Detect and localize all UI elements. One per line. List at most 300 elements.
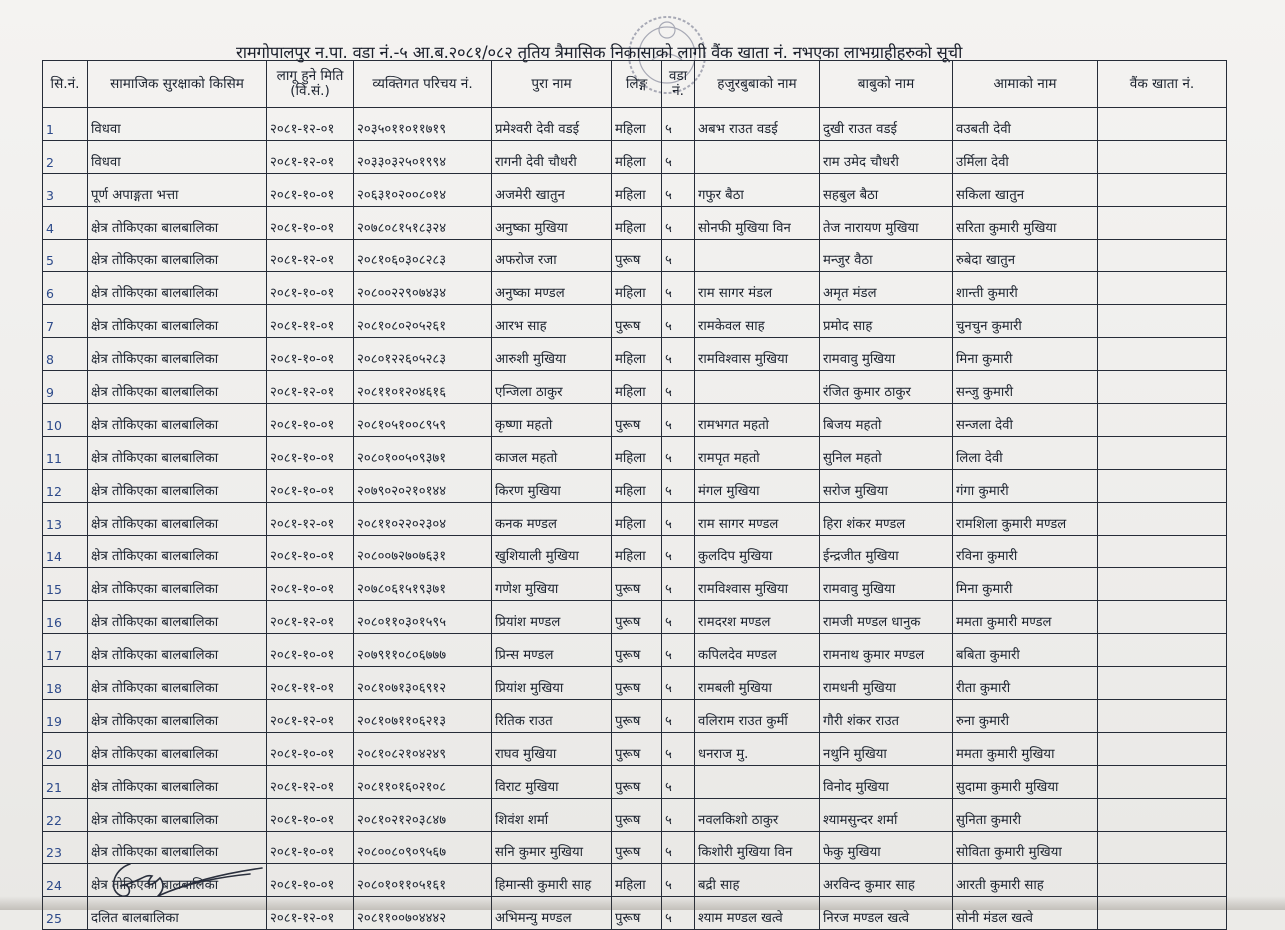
cell-father-name: श्यामसुन्दर शर्मा — [820, 798, 953, 831]
cell-father-name: अमृत मंडल — [820, 272, 953, 305]
cell-ward-no: ५ — [662, 634, 695, 667]
cell-grandfather-name: मंगल मुखिया — [695, 469, 820, 502]
cell-personal-id: २०८१०५१००८९५९ — [354, 404, 492, 437]
cell-serial: 23 — [43, 831, 88, 864]
table-row — [43, 108, 1227, 141]
cell-serial: 24 — [43, 864, 88, 897]
cell-bank-account — [1098, 634, 1227, 667]
cell-gender: महिला — [612, 535, 662, 568]
cell-father-name: सरोज मुखिया — [820, 469, 953, 502]
cell-grandfather-name — [695, 239, 820, 272]
col-ward-no: वडा नं. — [662, 61, 695, 108]
cell-father-name: राम उमेद चौधरी — [820, 140, 953, 173]
cell-full-name: अनुष्का मुखिया — [492, 206, 612, 239]
cell-ward-no: ५ — [662, 667, 695, 700]
col-grandfather-name: हजुरबुबाको नाम — [695, 61, 820, 108]
cell-bank-account — [1098, 140, 1227, 173]
cell-grandfather-name: धनराज मु. — [695, 732, 820, 765]
cell-ward-no: ५ — [662, 108, 695, 141]
cell-grandfather-name — [695, 140, 820, 173]
cell-full-name: रितिक राउत — [492, 700, 612, 733]
cell-gender: महिला — [612, 206, 662, 239]
cell-gender: पुरूष — [612, 667, 662, 700]
cell-full-name: गणेश मुखिया — [492, 568, 612, 601]
cell-effective-date: २०८१-१२-०१ — [267, 239, 354, 272]
cell-bank-account — [1098, 239, 1227, 272]
cell-ward-no: ५ — [662, 798, 695, 831]
cell-personal-id: २०३३०३२५०१९९४ — [354, 140, 492, 173]
cell-effective-date: २०८१-१०-०१ — [267, 173, 354, 206]
cell-father-name: सहबुल बैठा — [820, 173, 953, 206]
cell-personal-id: २०८११०१२०४६१६ — [354, 371, 492, 404]
cell-effective-date: २०८१-१०-०१ — [267, 436, 354, 469]
cell-effective-date: २०८१-१०-०१ — [267, 206, 354, 239]
cell-effective-date: २०८१-१२-०१ — [267, 502, 354, 535]
cell-personal-id: २०८१०८२१०४२४९ — [354, 732, 492, 765]
cell-father-name: ईन्द्रजीत मुखिया — [820, 535, 953, 568]
cell-bank-account — [1098, 535, 1227, 568]
cell-security-type: क्षेत्र तोकिएका बालबालिका — [88, 765, 267, 798]
cell-full-name: आरुशी मुखिया — [492, 338, 612, 371]
cell-mother-name: वउबती देवी — [953, 108, 1098, 141]
cell-ward-no: ५ — [662, 338, 695, 371]
cell-personal-id: २०७८०८१५१८३२४ — [354, 206, 492, 239]
cell-serial: 5 — [43, 239, 88, 272]
cell-bank-account — [1098, 108, 1227, 141]
cell-effective-date: २०८१-१०-०१ — [267, 798, 354, 831]
cell-full-name: प्रियांश मण्डल — [492, 601, 612, 634]
cell-gender: पुरूष — [612, 305, 662, 338]
cell-security-type: क्षेत्र तोकिएका बालबालिका — [88, 436, 267, 469]
cell-full-name: प्रियांश मुखिया — [492, 667, 612, 700]
cell-ward-no: ५ — [662, 864, 695, 897]
cell-mother-name: शान्ती कुमारी — [953, 272, 1098, 305]
cell-security-type: क्षेत्र तोकिएका बालबालिका — [88, 371, 267, 404]
cell-grandfather-name: वलिराम राउत कुर्मी — [695, 700, 820, 733]
cell-grandfather-name — [695, 765, 820, 798]
cell-father-name: बिजय महतो — [820, 404, 953, 437]
cell-personal-id: २०८०१०११०५१६१ — [354, 864, 492, 897]
cell-ward-no: ५ — [662, 732, 695, 765]
col-mother-name: आमाको नाम — [953, 61, 1098, 108]
cell-personal-id: २०३५०११०११७१९ — [354, 108, 492, 141]
cell-grandfather-name: नवलकिशो ठाकुर — [695, 798, 820, 831]
cell-ward-no: ५ — [662, 140, 695, 173]
cell-mother-name: बबिता कुमारी — [953, 634, 1098, 667]
cell-full-name: कृष्णा महतो — [492, 404, 612, 437]
cell-grandfather-name: श्याम मण्डल खत्वे — [695, 897, 820, 930]
cell-father-name: नथुनि मुखिया — [820, 732, 953, 765]
cell-gender: पुरूष — [612, 700, 662, 733]
cell-grandfather-name: रामविश्वास मुखिया — [695, 568, 820, 601]
cell-personal-id: २०८१०७१३०६९१२ — [354, 667, 492, 700]
cell-father-name: विनोद मुखिया — [820, 765, 953, 798]
cell-effective-date: २०८१-१०-०१ — [267, 469, 354, 502]
col-father-name: बाबुको नाम — [820, 61, 953, 108]
cell-serial: 6 — [43, 272, 88, 305]
cell-bank-account — [1098, 272, 1227, 305]
table-row — [43, 239, 1227, 272]
cell-serial: 1 — [43, 108, 88, 141]
cell-gender: महिला — [612, 108, 662, 141]
cell-security-type: क्षेत्र तोकिएका बालबालिका — [88, 535, 267, 568]
cell-serial: 17 — [43, 634, 88, 667]
cell-mother-name: ममता कुमारी मुखिया — [953, 732, 1098, 765]
cell-personal-id: २०८१०२१२०३८४७ — [354, 798, 492, 831]
cell-bank-account — [1098, 732, 1227, 765]
cell-gender: पुरूष — [612, 897, 662, 930]
table-row — [43, 765, 1227, 798]
cell-personal-id: २०७९०२०२१०१४४ — [354, 469, 492, 502]
cell-gender: पुरूष — [612, 831, 662, 864]
cell-father-name: निरज मण्डल खत्वे — [820, 897, 953, 930]
cell-gender: महिला — [612, 173, 662, 206]
cell-ward-no: ५ — [662, 897, 695, 930]
cell-bank-account — [1098, 568, 1227, 601]
cell-mother-name: रुबेदा खातुन — [953, 239, 1098, 272]
cell-serial: 13 — [43, 502, 88, 535]
table-row — [43, 502, 1227, 535]
cell-serial: 19 — [43, 700, 88, 733]
cell-full-name: रागनी देवी चौधरी — [492, 140, 612, 173]
cell-effective-date: २०८१-१२-०१ — [267, 108, 354, 141]
table-row — [43, 732, 1227, 765]
cell-father-name: प्रमोद साह — [820, 305, 953, 338]
cell-gender: महिला — [612, 864, 662, 897]
table-row — [43, 601, 1227, 634]
cell-effective-date: २०८१-१०-०१ — [267, 272, 354, 305]
cell-security-type: क्षेत्र तोकिएका बालबालिका — [88, 601, 267, 634]
cell-ward-no: ५ — [662, 371, 695, 404]
table-row — [43, 700, 1227, 733]
cell-bank-account — [1098, 502, 1227, 535]
cell-serial: 4 — [43, 206, 88, 239]
cell-security-type: दलित बालबालिका — [88, 897, 267, 930]
cell-personal-id: २०८००७२७०७६३१ — [354, 535, 492, 568]
cell-mother-name: रविना कुमारी — [953, 535, 1098, 568]
cell-security-type: क्षेत्र तोकिएका बालबालिका — [88, 798, 267, 831]
cell-bank-account — [1098, 206, 1227, 239]
cell-full-name: एन्जिला ठाकुर — [492, 371, 612, 404]
cell-security-type: क्षेत्र तोकिएका बालबालिका — [88, 700, 267, 733]
cell-father-name: मन्जुर वैठा — [820, 239, 953, 272]
cell-serial: 7 — [43, 305, 88, 338]
cell-mother-name: रुना कुमारी — [953, 700, 1098, 733]
cell-effective-date: २०८१-१०-०१ — [267, 634, 354, 667]
cell-personal-id: २०८११०२२०२३०४ — [354, 502, 492, 535]
cell-personal-id: २०८००२२९०७४३४ — [354, 272, 492, 305]
cell-ward-no: ५ — [662, 206, 695, 239]
cell-effective-date: २०८१-१०-०१ — [267, 535, 354, 568]
table-row — [43, 338, 1227, 371]
cell-serial: 14 — [43, 535, 88, 568]
cell-effective-date: २०८१-१२-०१ — [267, 897, 354, 930]
cell-serial: 20 — [43, 732, 88, 765]
cell-security-type: क्षेत्र तोकिएका बालबालिका — [88, 272, 267, 305]
cell-full-name: आरभ साह — [492, 305, 612, 338]
cell-father-name: रंजित कुमार ठाकुर — [820, 371, 953, 404]
cell-effective-date: २०८१-१०-०१ — [267, 864, 354, 897]
cell-ward-no: ५ — [662, 436, 695, 469]
cell-father-name: गौरी शंकर राउत — [820, 700, 953, 733]
cell-security-type: क्षेत्र तोकिएका बालबालिका — [88, 305, 267, 338]
cell-serial: 11 — [43, 436, 88, 469]
cell-father-name: फेकु मुखिया — [820, 831, 953, 864]
cell-personal-id: २०८०१००५०९३७१ — [354, 436, 492, 469]
cell-personal-id: २०८१०७११०६२१३ — [354, 700, 492, 733]
cell-mother-name: सोनी मंडल खत्वे — [953, 897, 1098, 930]
cell-ward-no: ५ — [662, 173, 695, 206]
cell-gender: पुरूष — [612, 601, 662, 634]
cell-mother-name: चुनचुन कुमारी — [953, 305, 1098, 338]
cell-effective-date: २०८१-१०-०१ — [267, 338, 354, 371]
cell-mother-name: मिना कुमारी — [953, 338, 1098, 371]
cell-security-type: क्षेत्र तोकिएका बालबालिका — [88, 732, 267, 765]
cell-full-name: प्रमेश्वरी देवी वडई — [492, 108, 612, 141]
cell-effective-date: २०८१-१०-०१ — [267, 831, 354, 864]
cell-mother-name: लिला देवी — [953, 436, 1098, 469]
cell-effective-date: २०८१-१०-०१ — [267, 404, 354, 437]
col-personal-id: व्यक्तिगत परिचय नं. — [354, 61, 492, 108]
cell-father-name: रामधनी मुखिया — [820, 667, 953, 700]
cell-grandfather-name: गफुर बैठा — [695, 173, 820, 206]
cell-effective-date: २०८१-११-०१ — [267, 667, 354, 700]
cell-bank-account — [1098, 338, 1227, 371]
cell-grandfather-name: रामपृत महतो — [695, 436, 820, 469]
cell-personal-id: २०८११००७०४४४२ — [354, 897, 492, 930]
cell-bank-account — [1098, 700, 1227, 733]
cell-full-name: किरण मुखिया — [492, 469, 612, 502]
cell-bank-account — [1098, 469, 1227, 502]
cell-ward-no: ५ — [662, 502, 695, 535]
cell-effective-date: २०८१-१०-०१ — [267, 732, 354, 765]
cell-grandfather-name: रामबली मुखिया — [695, 667, 820, 700]
cell-bank-account — [1098, 831, 1227, 864]
cell-gender: पुरूष — [612, 765, 662, 798]
cell-personal-id: २०७८०६१५१९३७१ — [354, 568, 492, 601]
cell-grandfather-name: राम सागर मण्डल — [695, 502, 820, 535]
table-header-row — [43, 61, 1227, 108]
cell-security-type: क्षेत्र तोकिएका बालबालिका — [88, 864, 267, 897]
cell-personal-id: २०८१०८०२०५२६१ — [354, 305, 492, 338]
table-row — [43, 634, 1227, 667]
cell-personal-id: २०८०१२२६०५२८३ — [354, 338, 492, 371]
cell-gender: पुरूष — [612, 239, 662, 272]
cell-mother-name: गंगा कुमारी — [953, 469, 1098, 502]
cell-mother-name: मिना कुमारी — [953, 568, 1098, 601]
cell-bank-account — [1098, 404, 1227, 437]
cell-serial: 12 — [43, 469, 88, 502]
cell-mother-name: आरती कुमारी साह — [953, 864, 1098, 897]
cell-mother-name: सकिला खातुन — [953, 173, 1098, 206]
cell-full-name: सनि कुमार मुखिया — [492, 831, 612, 864]
cell-ward-no: ५ — [662, 765, 695, 798]
cell-security-type: क्षेत्र तोकिएका बालबालिका — [88, 404, 267, 437]
table-row — [43, 173, 1227, 206]
cell-mother-name: सुनिता कुमारी — [953, 798, 1098, 831]
cell-bank-account — [1098, 371, 1227, 404]
cell-full-name: खुशियाली मुखिया — [492, 535, 612, 568]
table-row — [43, 206, 1227, 239]
cell-serial: 25 — [43, 897, 88, 930]
cell-gender: पुरूष — [612, 732, 662, 765]
col-effective-date: लागू हुने मिति (वि.सं.) — [267, 61, 354, 108]
table-row — [43, 140, 1227, 173]
col-gender: लिङ्ग — [612, 61, 662, 108]
table-row — [43, 272, 1227, 305]
cell-father-name: रामजी मण्डल धानुक — [820, 601, 953, 634]
cell-gender: महिला — [612, 338, 662, 371]
cell-security-type: क्षेत्र तोकिएका बालबालिका — [88, 502, 267, 535]
cell-father-name: अरविन्द कुमार साह — [820, 864, 953, 897]
cell-ward-no: ५ — [662, 831, 695, 864]
cell-grandfather-name: बद्री साह — [695, 864, 820, 897]
cell-father-name: दुखी राउत वडई — [820, 108, 953, 141]
cell-effective-date: २०८१-१०-०१ — [267, 568, 354, 601]
cell-ward-no: ५ — [662, 404, 695, 437]
cell-ward-no: ५ — [662, 700, 695, 733]
cell-security-type: विधवा — [88, 108, 267, 141]
cell-grandfather-name: किशोरी मुखिया विन — [695, 831, 820, 864]
cell-bank-account — [1098, 173, 1227, 206]
cell-grandfather-name: रामविश्वास मुखिया — [695, 338, 820, 371]
cell-full-name: हिमान्सी कुमारी साह — [492, 864, 612, 897]
cell-mother-name: सरिता कुमारी मुखिया — [953, 206, 1098, 239]
table-row — [43, 568, 1227, 601]
cell-bank-account — [1098, 864, 1227, 897]
cell-ward-no: ५ — [662, 535, 695, 568]
cell-ward-no: ५ — [662, 601, 695, 634]
cell-mother-name: उर्मिला देवी — [953, 140, 1098, 173]
cell-effective-date: २०८१-१२-०१ — [267, 700, 354, 733]
cell-mother-name: रीता कुमारी — [953, 667, 1098, 700]
cell-full-name: राघव मुखिया — [492, 732, 612, 765]
cell-bank-account — [1098, 305, 1227, 338]
cell-security-type: क्षेत्र तोकिएका बालबालिका — [88, 667, 267, 700]
cell-grandfather-name: रामभगत महतो — [695, 404, 820, 437]
cell-personal-id: २०८००८०९०९५६७ — [354, 831, 492, 864]
cell-mother-name: सन्जला देवी — [953, 404, 1098, 437]
cell-gender: पुरूष — [612, 404, 662, 437]
cell-grandfather-name: कपिलदेव मण्डल — [695, 634, 820, 667]
cell-gender: पुरूष — [612, 634, 662, 667]
cell-security-type: पूर्ण अपाङ्गता भत्ता — [88, 173, 267, 206]
col-security-type: सामाजिक सुरक्षाको किसिम — [88, 61, 267, 108]
cell-serial: 3 — [43, 173, 88, 206]
cell-full-name: काजल महतो — [492, 436, 612, 469]
cell-mother-name: सन्जु कुमारी — [953, 371, 1098, 404]
cell-effective-date: २०८१-१२-०१ — [267, 140, 354, 173]
cell-gender: महिला — [612, 469, 662, 502]
cell-serial: 10 — [43, 404, 88, 437]
cell-grandfather-name: सोनफी मुखिया विन — [695, 206, 820, 239]
cell-full-name: अभिमन्यु मण्डल — [492, 897, 612, 930]
cell-father-name: सुनिल महतो — [820, 436, 953, 469]
table-row — [43, 667, 1227, 700]
cell-serial: 2 — [43, 140, 88, 173]
table-row — [43, 535, 1227, 568]
cell-effective-date: २०८१-१२-०१ — [267, 601, 354, 634]
table-row — [43, 404, 1227, 437]
cell-full-name: कनक मण्डल — [492, 502, 612, 535]
cell-mother-name: सोविता कुमारी मुखिया — [953, 831, 1098, 864]
cell-grandfather-name: अबभ राउत वडई — [695, 108, 820, 141]
cell-security-type: विधवा — [88, 140, 267, 173]
cell-mother-name: रामशिला कुमारी मण्डल — [953, 502, 1098, 535]
cell-serial: 15 — [43, 568, 88, 601]
document-title: रामगोपालपुर न.पा. वडा नं.-५ आ.ब.२०८१/०८२ तृतिय त्रैमासिक निकासाको लागी वैंक खाता नं. नभएका लाभग्राहीहरुको सूची — [236, 43, 963, 62]
cell-grandfather-name: राम सागर मंडल — [695, 272, 820, 305]
cell-serial: 9 — [43, 371, 88, 404]
cell-serial: 18 — [43, 667, 88, 700]
table-row — [43, 798, 1227, 831]
cell-father-name: रामनाथ कुमार मण्डल — [820, 634, 953, 667]
cell-gender: महिला — [612, 272, 662, 305]
cell-bank-account — [1098, 765, 1227, 798]
cell-grandfather-name — [695, 371, 820, 404]
cell-mother-name: सुदामा कुमारी मुखिया — [953, 765, 1098, 798]
cell-bank-account — [1098, 601, 1227, 634]
cell-full-name: अजमेरी खातुन — [492, 173, 612, 206]
cell-full-name: विराट मुखिया — [492, 765, 612, 798]
cell-effective-date: २०८१-१२-०१ — [267, 371, 354, 404]
cell-serial: 22 — [43, 798, 88, 831]
cell-serial: 21 — [43, 765, 88, 798]
cell-effective-date: २०८१-१२-०१ — [267, 765, 354, 798]
cell-gender: महिला — [612, 140, 662, 173]
cell-serial: 16 — [43, 601, 88, 634]
cell-security-type: क्षेत्र तोकिएका बालबालिका — [88, 206, 267, 239]
cell-mother-name: ममता कुमारी मण्डल — [953, 601, 1098, 634]
cell-bank-account — [1098, 667, 1227, 700]
cell-ward-no: ५ — [662, 305, 695, 338]
cell-personal-id: २०८०११०३०१५९५ — [354, 601, 492, 634]
cell-ward-no: ५ — [662, 568, 695, 601]
cell-grandfather-name: रामकेवल साह — [695, 305, 820, 338]
cell-full-name: अफरोज रजा — [492, 239, 612, 272]
cell-gender: पुरूष — [612, 798, 662, 831]
cell-grandfather-name: रामदरश मण्डल — [695, 601, 820, 634]
cell-father-name: रामवावु मुखिया — [820, 338, 953, 371]
cell-gender: महिला — [612, 502, 662, 535]
table-row — [43, 469, 1227, 502]
col-bank-account: वैंक खाता नं. — [1098, 61, 1227, 108]
col-full-name: पुरा नाम — [492, 61, 612, 108]
cell-security-type: क्षेत्र तोकिएका बालबालिका — [88, 469, 267, 502]
cell-full-name: प्रिन्स मण्डल — [492, 634, 612, 667]
cell-effective-date: २०८१-११-०१ — [267, 305, 354, 338]
cell-personal-id: २०८११०१६०२१०८ — [354, 765, 492, 798]
table-row — [43, 436, 1227, 469]
cell-grandfather-name: कुलदिप मुखिया — [695, 535, 820, 568]
cell-personal-id: २०७९११०८०६७७७ — [354, 634, 492, 667]
cell-serial: 8 — [43, 338, 88, 371]
cell-personal-id: २०८१०६०३०८२८३ — [354, 239, 492, 272]
page-edge-shadow — [0, 896, 1285, 910]
cell-gender: महिला — [612, 436, 662, 469]
cell-gender: पुरूष — [612, 568, 662, 601]
col-serial: सि.नं. — [43, 61, 88, 108]
cell-full-name: शिवंश शर्मा — [492, 798, 612, 831]
cell-security-type: क्षेत्र तोकिएका बालबालिका — [88, 634, 267, 667]
cell-ward-no: ५ — [662, 239, 695, 272]
cell-security-type: क्षेत्र तोकिएका बालबालिका — [88, 568, 267, 601]
cell-security-type: क्षेत्र तोकिएका बालबालिका — [88, 338, 267, 371]
cell-ward-no: ५ — [662, 272, 695, 305]
cell-security-type: क्षेत्र तोकिएका बालबालिका — [88, 239, 267, 272]
table-row — [43, 305, 1227, 338]
cell-father-name: तेज नारायण मुखिया — [820, 206, 953, 239]
